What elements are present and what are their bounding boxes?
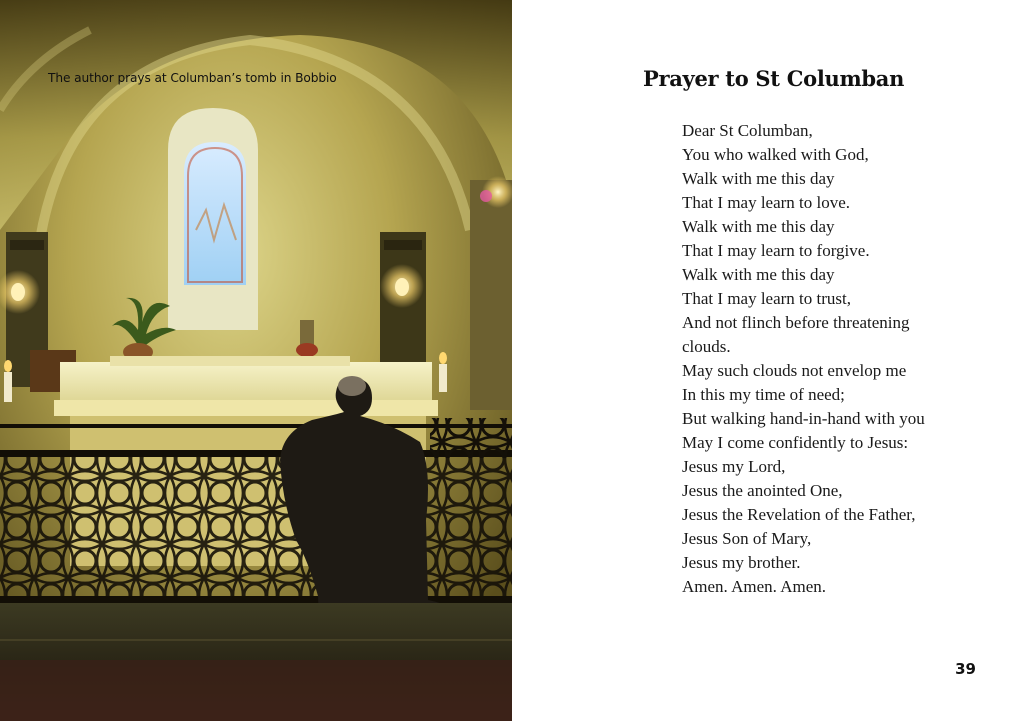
prayer-line: May such clouds not envelop me [682,361,907,380]
prayer-line: Jesus my Lord, [682,457,786,476]
prayer-line: Jesus Son of Mary, [682,529,812,548]
page-number: 39 [955,660,976,678]
prayer-line: But walking hand-in-hand with you [682,409,925,428]
prayer-line: Dear St Columban, [682,121,813,140]
prayer-line: That I may learn to trust, [682,289,852,308]
prayer-line: Walk with me this day [682,265,835,284]
prayer-line: That I may learn to love. [682,193,851,212]
prayer-line: Jesus my brother. [682,553,801,572]
prayer-line: clouds. [682,337,731,356]
prayer-line: Jesus the anointed One, [682,481,843,500]
prayer-line: May I come confidently to Jesus: [682,433,909,452]
prayer-line: And not flinch before threatening [682,313,910,332]
prayer-line: Walk with me this day [682,169,835,188]
prayer-lines [682,119,925,599]
prayer-line: You who walked with God, [682,145,869,164]
prayer-title: Prayer to St Columban [643,66,905,91]
text-page [512,0,1024,721]
prayer-line: That I may learn to forgive. [682,241,870,260]
prayer-line: Amen. Amen. Amen. [682,577,827,596]
prayer-line: Walk with me this day [682,217,835,236]
prayer-line: Jesus the Revelation of the Father, [682,505,916,524]
photo-caption: The author prays at Columban’s tomb in Bobbio [48,71,337,85]
prayer-line: In this my time of need; [682,385,845,404]
